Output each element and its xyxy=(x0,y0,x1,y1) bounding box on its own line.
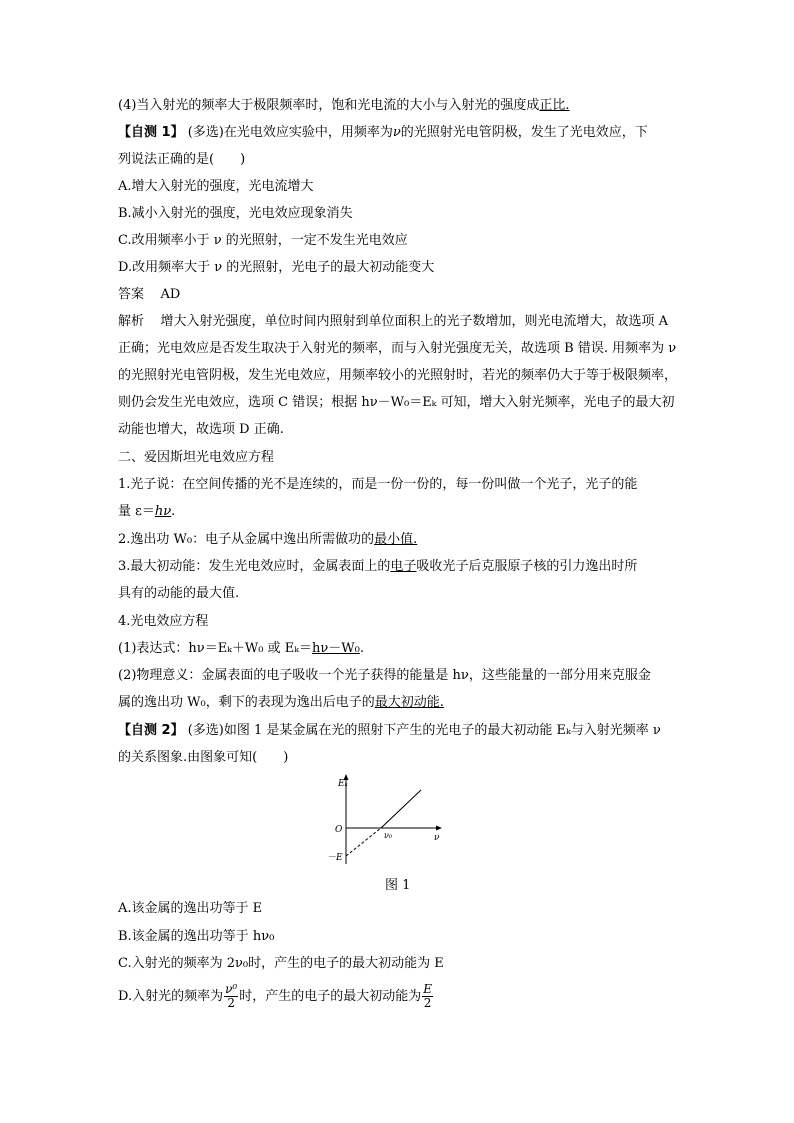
quiz-1-answer: 答案 AD xyxy=(118,287,181,302)
figure-caption: 图 1 xyxy=(385,878,411,893)
section-2-title: 二、爱因斯坦光电效应方程 xyxy=(118,450,275,465)
quiz-1-analysis: 解析 增大入射光强度，单位时间内照射到单位面积上的光子数增加，则光电流增大，故选项 A 正确；光电效应是否发生取决于入射光的频率，而与入射光强度无关，故选项 B 错误. 用频率为 ν 的光照射光电管阴极，发生光电效应，用频率较小的光照射时，若光的频率仍大于等于极限频率，则仍会发生光电效应，选项 C 错误；根据 hν－W₀＝Eₖ 可知，增大入射光频率，光电子的最大初动能也增大，故选项 D 正确. xyxy=(118,314,678,437)
quiz-1-option-c: C.改用频率小于 ν 的光照射，一定不发生光电效应 xyxy=(118,233,408,248)
section-2-item-1-line1: 1.光子说：在空间传播的光不是连续的，而是一份一份的，每一份叫做一个光子，光子的能 xyxy=(118,477,638,492)
nu0-label: ν₀ xyxy=(384,831,393,840)
quiz-1-tag: 【自测 1】 xyxy=(118,125,184,140)
ek-nu-graph xyxy=(326,772,446,870)
quiz-2-stem-line1: 【自测 2】 (多选)如图 1 是某金属在光的照射下产生的光电子的最大初动能 Eₖ与入射光频率 ν xyxy=(118,723,661,738)
x-axis-label: ν xyxy=(434,833,440,843)
section-2-item-3-line1: 3.最大初动能：发生光电效应时，金属表面上的电子吸收光子后克服原子核的引力逸出时所 xyxy=(118,559,638,574)
quiz-2-tag: 【自测 2】 xyxy=(118,723,184,738)
quiz-2-stem-line2: 的关系图象.由图象可知( ) xyxy=(118,750,289,765)
answer-blank: 正比. xyxy=(539,98,570,113)
section-2-item-3-line2: 具有的动能的最大值. xyxy=(118,586,240,601)
quiz-2-option-d: D.入射光的频率为 $\frac{\text{ν⁰}}{2}$ 时，产生的电子的最大初动能为 $\frac{E}{2}$ xyxy=(118,982,432,1010)
quiz-1-stem-line2: 列说法正确的是( ) xyxy=(118,152,246,167)
quiz-2-option-a: A.该金属的逸出功等于 E xyxy=(118,901,263,916)
equation-meaning-line1: (2)物理意义：金属表面的电子吸收一个光子获得的能量是 hν，这些能量的一部分用来克服金 xyxy=(118,668,651,683)
ek-line xyxy=(381,790,421,828)
section-2-item-1-line2: 量 ε＝hν. xyxy=(118,504,176,519)
quiz-2-option-b: B.该金属的逸出功等于 hν₀ xyxy=(118,929,275,944)
equation-expression: (1)表达式：hν＝Eₖ＋W₀ 或 Eₖ＝hν－W₀. xyxy=(118,641,364,656)
extrapolated-line xyxy=(346,828,381,856)
equation-meaning-line2: 属的逸出功 W₀，剩下的表现为逸出后电子的最大初动能. xyxy=(118,695,444,710)
section-2-item-2: 2.逸出功 W₀：电子从金属中逸出所需做功的最小值. xyxy=(118,532,418,547)
fraction-nu0-over-2: $\frac{\text{ν⁰}}{2}$ xyxy=(225,982,238,1010)
quiz-1-option-a: A.增大入射光的强度，光电流增大 xyxy=(118,179,314,194)
point-4: (4)当入射光的频率大于极限频率时，饱和光电流的大小与入射光的强度成正比. xyxy=(118,98,570,113)
fraction-e-over-2: $\frac{E}{2}$ xyxy=(423,982,432,1010)
quiz-1-option-b: B.减小入射光的强度，光电效应现象消失 xyxy=(118,206,353,221)
quiz-1-option-d: D.改用频率大于 ν 的光照射，光电子的最大初动能变大 xyxy=(118,260,435,275)
quiz-1-stem-line1: 【自测 1】 (多选)在光电效应实验中，用频率为ν的光照射光电管阴极，发生了光电效应，下 xyxy=(118,125,648,140)
quiz-2-option-c: C.入射光的频率为 2ν₀时，产生的电子的最大初动能为 E xyxy=(118,956,444,971)
y-axis-label: Eₖ xyxy=(338,779,348,789)
x-axis-arrow xyxy=(436,826,442,831)
section-2-item-4: 4.光电效应方程 xyxy=(118,614,209,629)
origin-label: O xyxy=(335,825,343,835)
neg-e-label: －E xyxy=(327,853,343,863)
